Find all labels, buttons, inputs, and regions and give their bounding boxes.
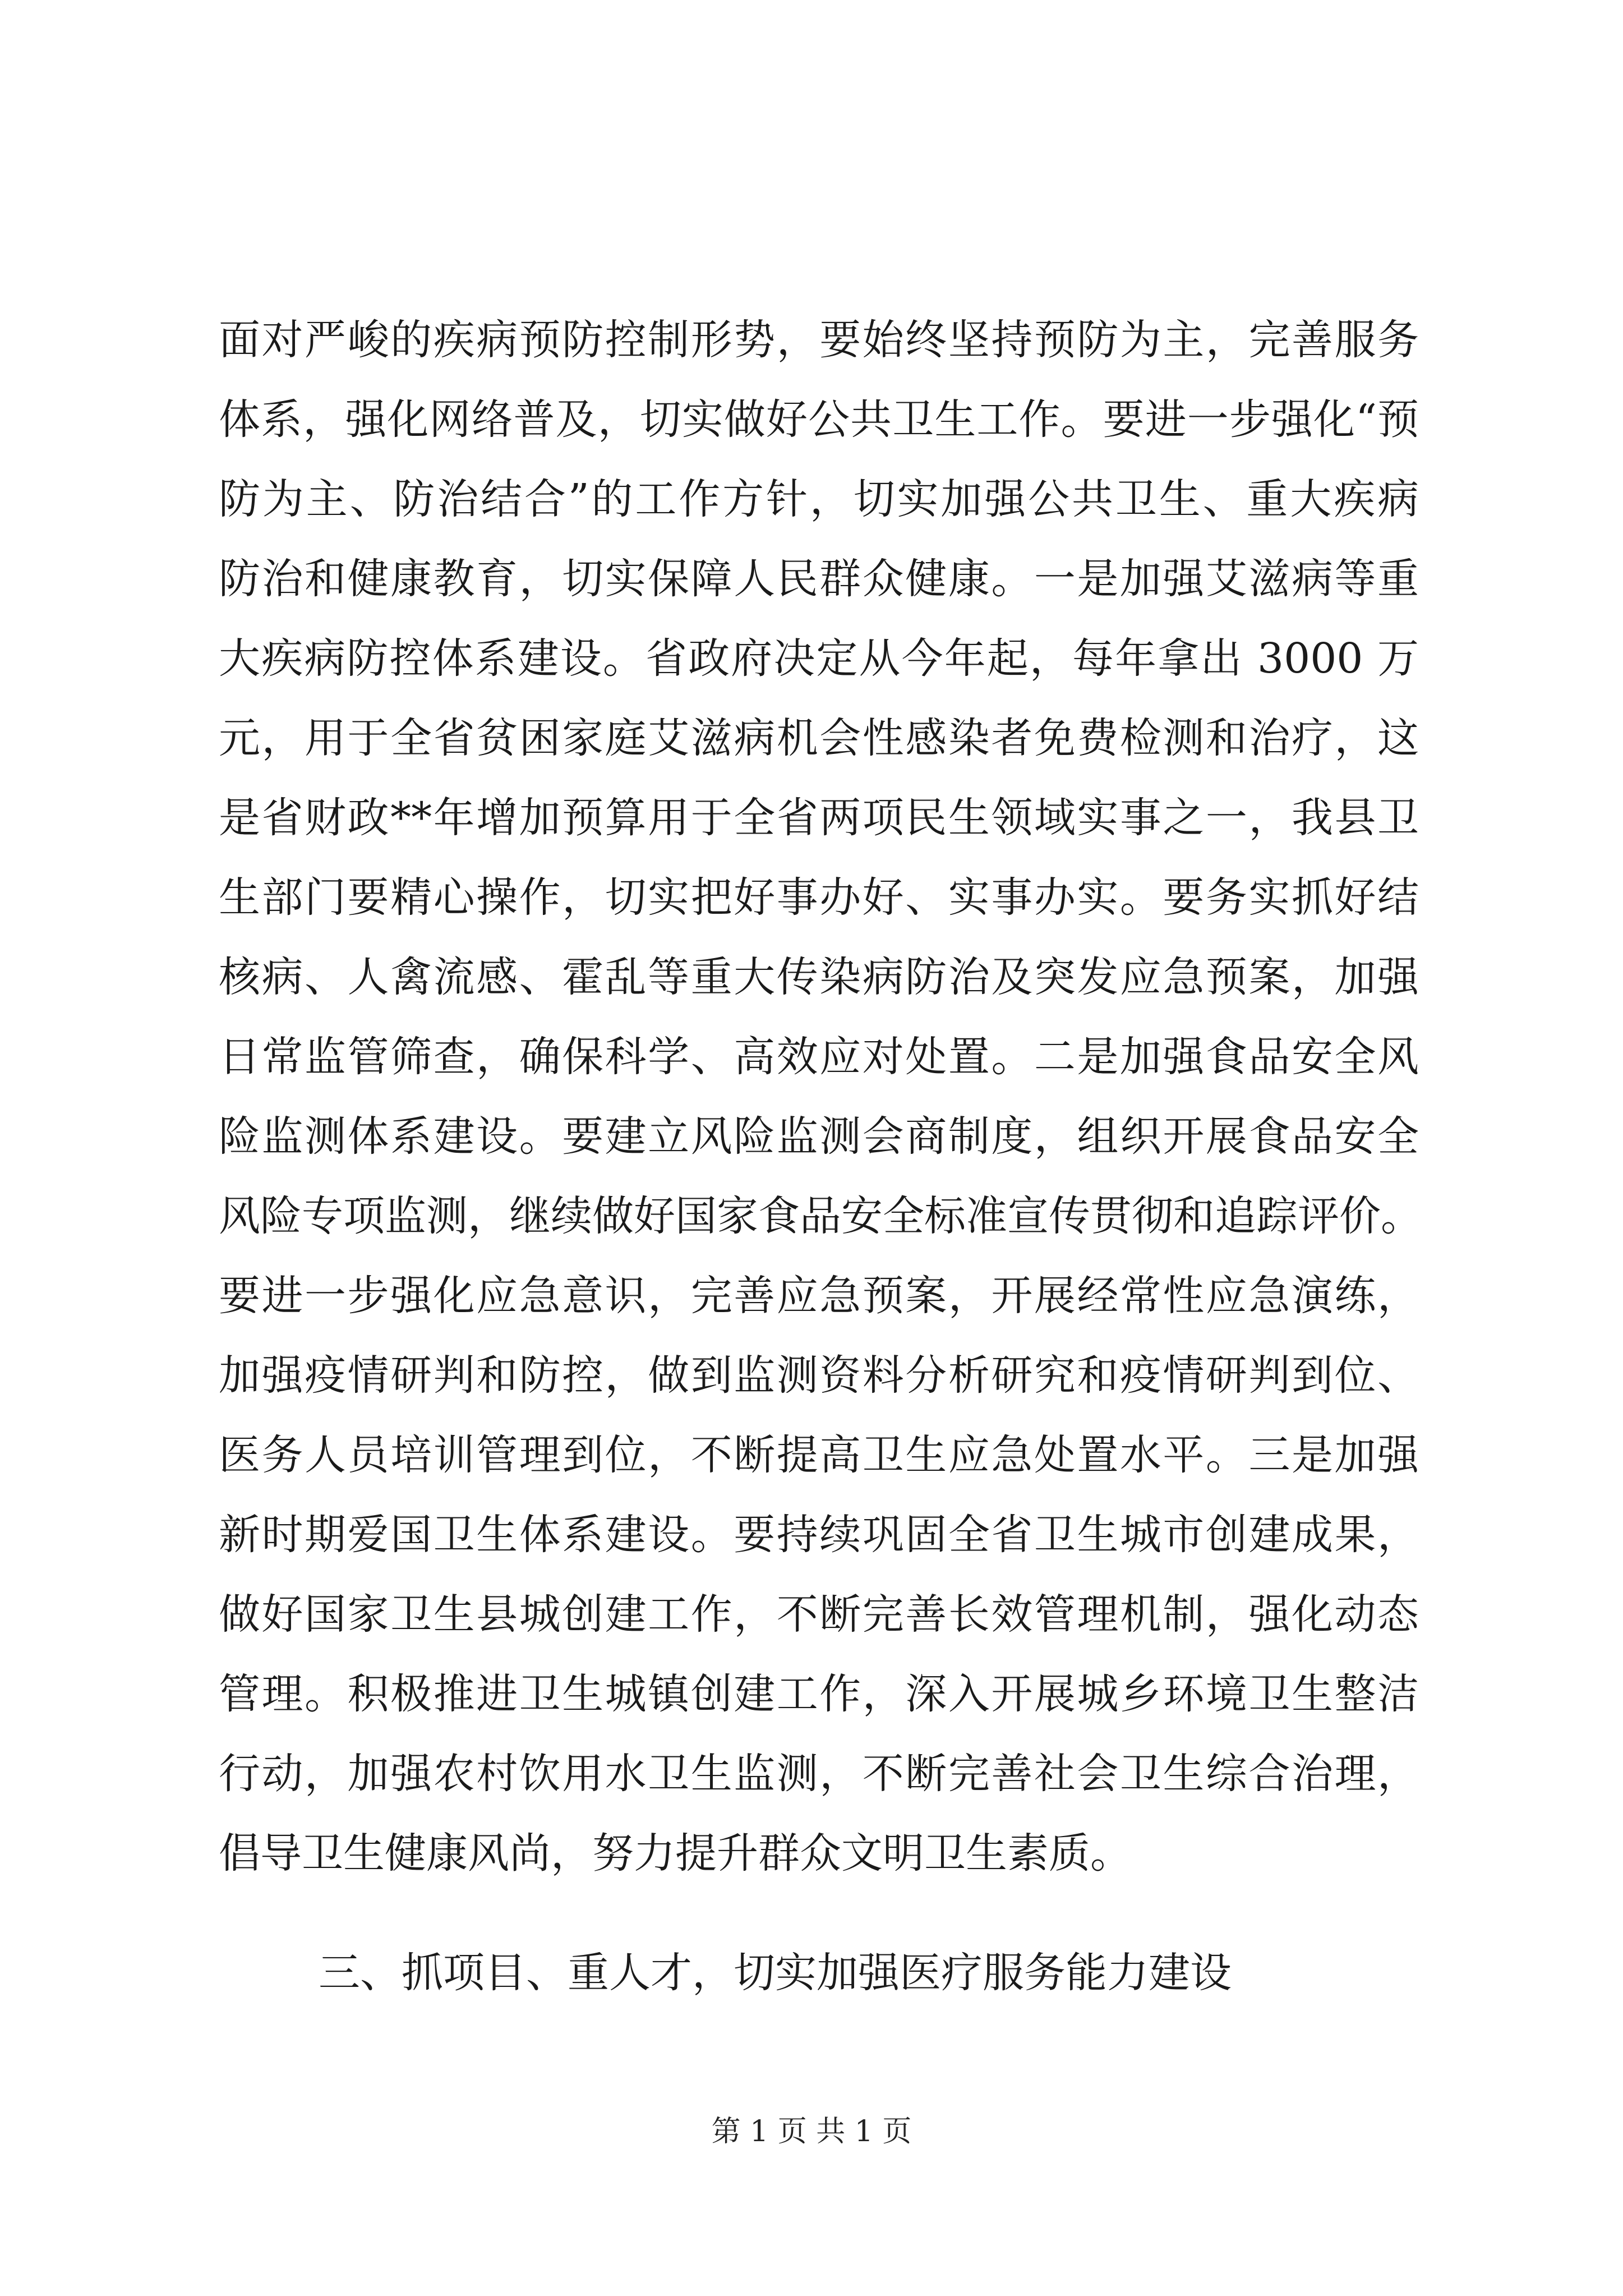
page-footer: 第 1 页 共 1 页 [711, 2115, 912, 2148]
body-line: 做好国家卫生县城创建工作，不断完善长效管理机制，强化动态 [219, 1590, 1419, 1639]
body-line: 要进一步强化应急意识，完善应急预案，开展经常性应急演练， [219, 1272, 1419, 1320]
body-line: 生部门要精心操作，切实把好事办好、实事办实。要务实抓好结 [219, 873, 1419, 922]
body-line: 日常监管筛查，确保科学、高效应对处置。二是加强食品安全风 [219, 1033, 1419, 1081]
body-line: 风险专项监测，继续做好国家食品安全标准宣传贯彻和追踪评价。 [219, 1192, 1422, 1240]
body-line: 核病、人禽流感、霍乱等重大传染病防治及突发应急预案，加强 [219, 953, 1419, 1001]
body-line: 管理。积极推进卫生城镇创建工作，深入开展城乡环境卫生整洁 [219, 1670, 1419, 1718]
section-heading: 三、抓项目、重人才，切实加强医疗服务能力建设 [319, 1949, 1232, 1997]
body-line: 大疾病防控体系建设。省政府决定从今年起，每年拿出 3000 万 [219, 634, 1419, 683]
body-paragraph [219, 300, 1422, 1893]
body-line: 新时期爱国卫生体系建设。要持续巩固全省卫生城市创建成果， [219, 1511, 1419, 1559]
body-line: 体系，强化网络普及，切实做好公共卫生工作。要进一步强化“预 [219, 395, 1419, 444]
body-line: 险监测体系建设。要建立风险监测会商制度，组织开展食品安全 [219, 1112, 1419, 1161]
body-line: 元，用于全省贫困家庭艾滋病机会性感染者免费检测和治疗，这 [219, 714, 1419, 762]
body-line: 医务人员培训管理到位，不断提高卫生应急处置水平。三是加强 [219, 1431, 1419, 1479]
body-line: 面对严峻的疾病预防控制形势，要始终坚持预防为主，完善服务 [219, 316, 1419, 364]
body-line: 防治和健康教育，切实保障人民群众健康。一是加强艾滋病等重 [219, 555, 1419, 603]
body-line: 加强疫情研判和防控，做到监测资料分析研究和疫情研判到位、 [219, 1351, 1419, 1400]
body-line: 是省财政**年增加预算用于全省两项民生领域实事之一，我县卫 [219, 794, 1419, 842]
body-line: 倡导卫生健康风尚，努力提升群众文明卫生素质。 [219, 1829, 1132, 1878]
body-line: 行动，加强农村饮用水卫生监测，不断完善社会卫生综合治理， [219, 1750, 1419, 1798]
body-line: 防为主、防治结合”的工作方针，切实加强公共卫生、重大疾病 [219, 475, 1419, 523]
